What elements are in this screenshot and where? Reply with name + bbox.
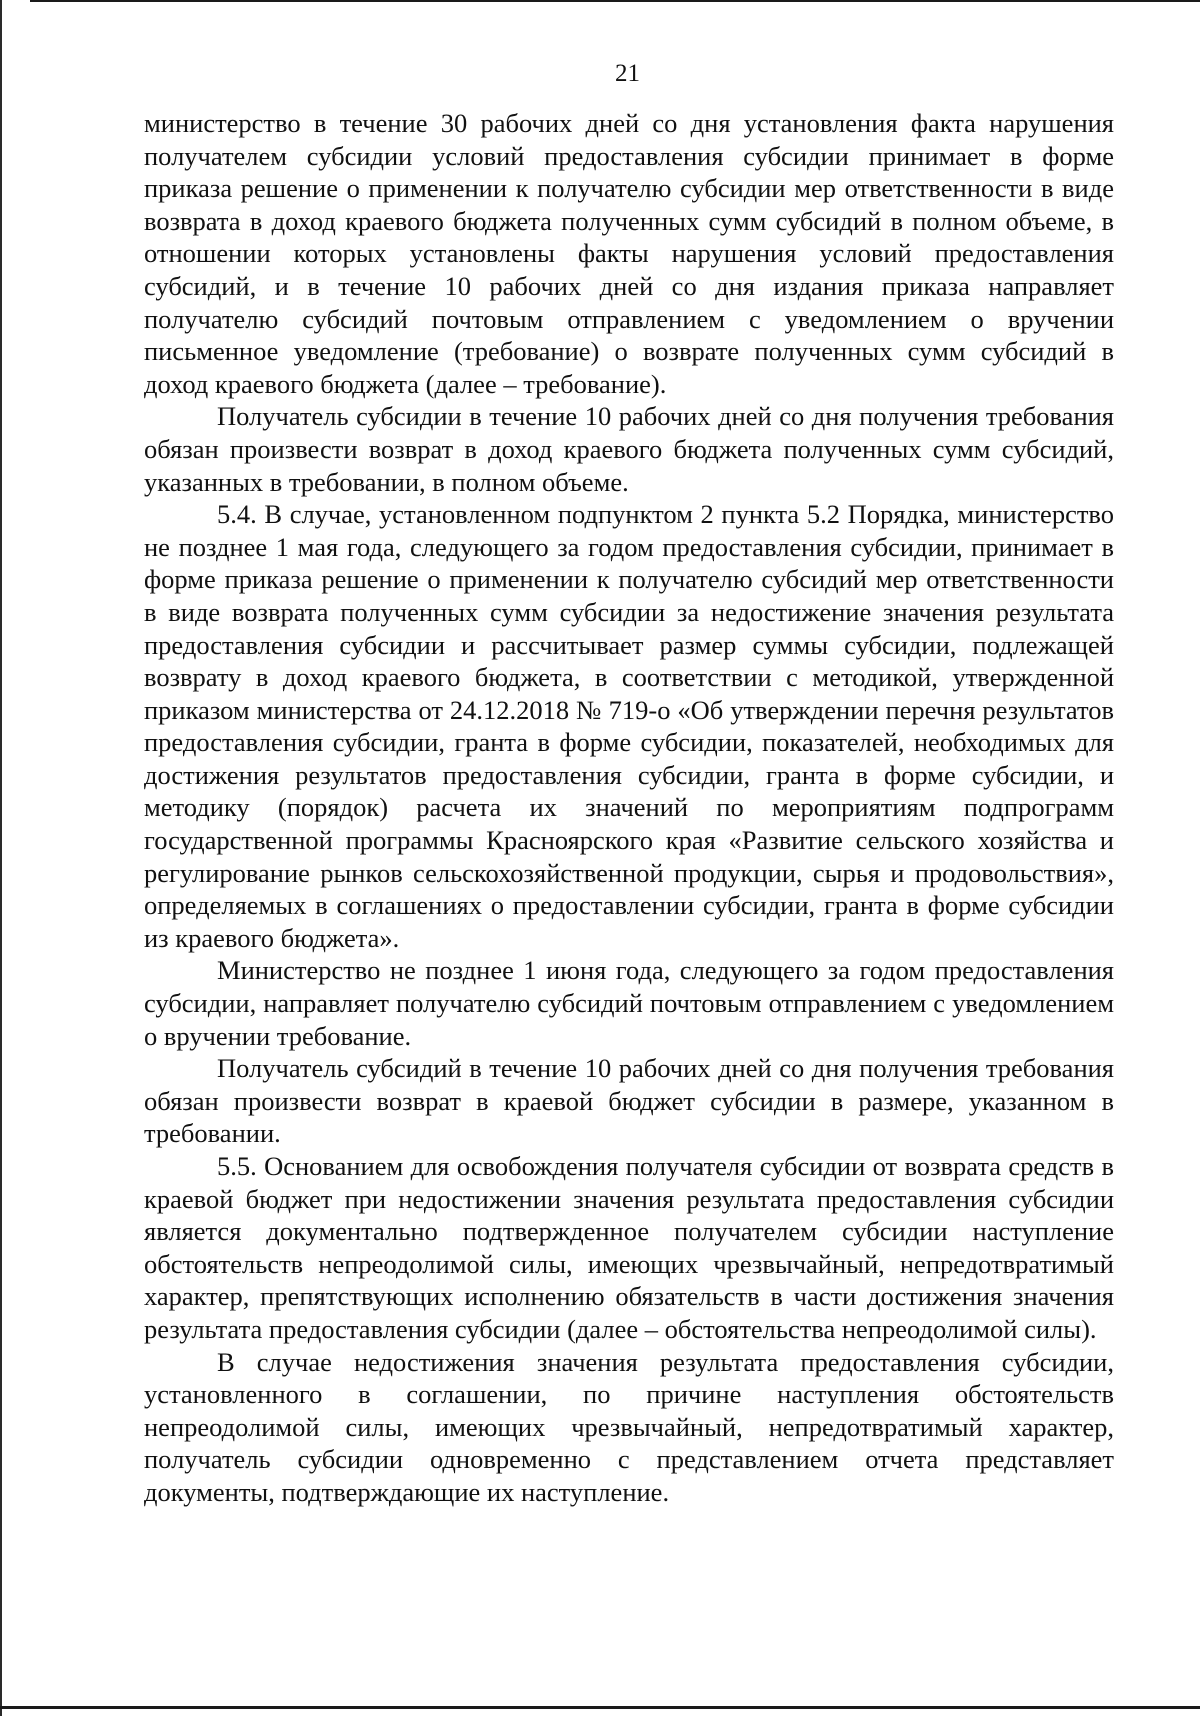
paragraph-ministry-notice: Министерство не позднее 1 июня года, следующего за годом предоставления субсидии, направляет получателю субсидий почтовым отправлением с уведомлением о вручении требование. — [144, 955, 1114, 1051]
page-number: 21 — [615, 60, 640, 87]
document-body — [144, 107, 1114, 1509]
scan-border-bottom — [0, 1706, 1200, 1709]
paragraph-recipient-refund: Получатель субсидии в течение 10 рабочих дней со дня получения требования обязан произвести возврат в доход краевого бюджета полученных сумм субсидий, указанных в требовании, в полном объеме. — [144, 401, 1114, 497]
scan-border-top — [30, 0, 1200, 2]
paragraph-continuation: министерство в течение 30 рабочих дней со дня установления факта нарушения получателем субсидии условий предоставления субсидии принимает в форме приказа решение о применении к получателю субсидии мер ответственности в виде возврата в доход краевого бюджета полученных сумм субсидий в полном объеме, в отношении которых установлены факты нарушения условий предоставления субсидий, и в течение 10 рабочих дней со дня издания приказа направляет получателю субсидий почтовым отправлением с уведомлением о вручении письменное уведомление (требование) о возврате полученных сумм субсидий в доход краевого бюджета (далее – требование). — [144, 108, 1114, 399]
paragraph-clause-5-5: 5.5. Основанием для освобождения получателя субсидии от возврата средств в краевой бюджет при недостижении значения результата предоставления субсидии является документально подтвержденное получателем субсидии наступление обстоятельств непреодолимой силы, имеющих чрезвычайный, непредотвратимый характер, препятствующих исполнению обязательств в части достижения значения результата предоставления субсидии (далее – обстоятельства непреодолимой силы). — [144, 1151, 1114, 1344]
scan-border-left — [0, 0, 2, 1716]
paragraph-recipient-refund-2: Получатель субсидий в течение 10 рабочих дней со дня получения требования обязан произвести возврат в краевой бюджет субсидии в размере, указанном в требовании. — [144, 1053, 1114, 1149]
paragraph-clause-5-4: 5.4. В случае, установленном подпунктом 2 пункта 5.2 Порядка, министерство не позднее 1 мая года, следующего за годом предоставления субсидии, принимает в форме приказа решение о применении к получателю субсидий мер ответственности в виде возврата полученных сумм субсидии за недостижение значения результата предоставления субсидии и рассчитывает размер суммы субсидии, подлежащей возврату в доход краевого бюджета, в соответствии с методикой, утвержденной приказом министерства от 24.12.2018 № 719-о «Об утверждении перечня результатов предоставления субсидии, гранта в форме субсидии, показателей, необходимых для достижения результатов предоставления субсидии, гранта в форме субсидии, и методику (порядок) расчета их значений по мероприятиям подпрограмм государственной программы Красноярского края «Развитие сельского хозяйства и регулирование рынков сельскохозяйственной продукции, сырья и продовольствия», определяемых в соглашениях о предоставлении субсидии, гранта в форме субсидии из краевого бюджета». — [144, 499, 1114, 953]
paragraph-force-majeure: В случае недостижения значения результата предоставления субсидии, установленного в соглашении, по причине наступления обстоятельств непреодолимой силы, имеющих чрезвычайный, непредотвратимый характер, получатель субсидии одновременно с представлением отчета представляет документы, подтверждающие их наступление. — [144, 1346, 1114, 1507]
